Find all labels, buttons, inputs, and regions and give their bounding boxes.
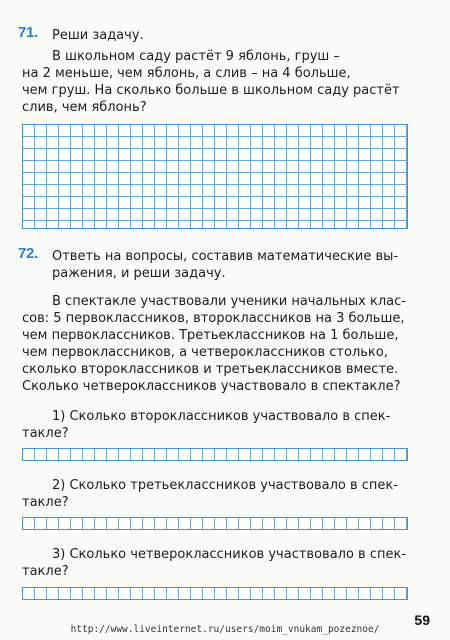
task-72-instruction-line: Ответь на вопросы, составив математические вы-: [52, 249, 399, 264]
task-72-instruction-line: ражения, и реши задачу.: [52, 266, 226, 281]
task-72-text-line: Сколько четвероклассников участвовало в спектакле?: [22, 379, 401, 394]
task-71-text: [22, 48, 400, 116]
task-72-question-1: [22, 408, 390, 442]
task-71-text-line: слив, чем яблонь?: [22, 100, 147, 115]
question-line: такле?: [22, 495, 69, 510]
task-71-answer-grid[interactable]: [22, 124, 408, 229]
task-71-text-line: В школьном саду растёт 9 яблонь, груш –: [52, 49, 340, 64]
question-line: такле?: [22, 426, 69, 441]
question-line: 2) Сколько третьеклассников участвовало в спек-: [52, 478, 398, 493]
task-72-text-line: В спектакле участвовали ученики начальных клас-: [52, 294, 406, 309]
task-72-text-line: чем первоклассников, а четвероклассников столько,: [22, 345, 388, 360]
watermark-url: http://www.liveinternet.ru/users/moim_vnukam_pozeznoe/: [70, 624, 380, 635]
task-72-text: [22, 293, 406, 395]
task-72-number: 72.: [18, 245, 38, 262]
task-72-question-2: [22, 477, 398, 511]
task-72-instruction: [52, 248, 398, 282]
question-line: 1) Сколько второклассников участвовало в спек-: [52, 409, 391, 424]
task-72-answer-strip-1[interactable]: [22, 448, 408, 461]
task-72-text-line: чем первоклассников. Третьеклассников на 1 больше,: [22, 328, 399, 343]
task-72-text-line: сколько второклассников и третьеклассников вместе.: [22, 362, 399, 377]
task-72-answer-strip-2[interactable]: [22, 517, 408, 530]
task-72-text-line: сов: 5 первоклассников, второклассников на 3 больше,: [22, 311, 405, 326]
question-line: такле?: [22, 564, 69, 579]
task-72-question-3: [22, 546, 406, 580]
question-line: 3) Сколько четвероклассников участвовало в спек-: [52, 547, 407, 562]
page-number: 59: [414, 612, 430, 628]
task-71-text-line: на 2 меньше, чем яблонь, а слив – на 4 больше,: [22, 66, 351, 81]
task-71-instruction: Реши задачу.: [52, 28, 144, 43]
task-71-number: 71.: [18, 24, 38, 41]
task-71-text-line: чем груш. На сколько больше в школьном саду растёт: [22, 83, 400, 98]
task-72-answer-strip-3[interactable]: [22, 587, 408, 600]
